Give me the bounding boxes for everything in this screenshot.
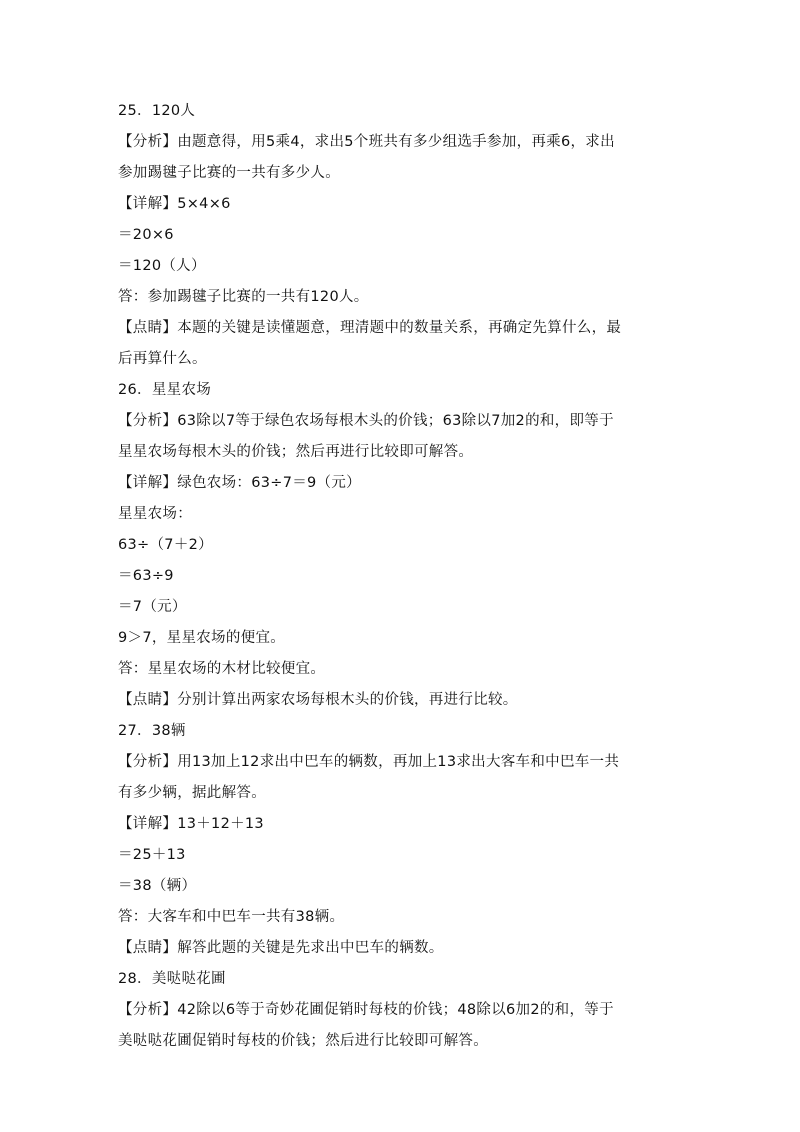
detail-25-line-3: ＝120（人） <box>118 258 206 274</box>
detail-26-line-5: ＝7（元） <box>118 599 187 615</box>
detail-26-line-4: ＝63÷9 <box>118 568 174 584</box>
comment-26-line: 【点睛】分别计算出两家农场每根木头的价钱，再进行比较。 <box>118 692 518 708</box>
detail-26-line-3: 63÷（7＋2） <box>118 537 213 553</box>
analysis-28-line-1: 【分析】42除以6等于奇妙花圃促销时每枝的价钱；48除以6加2的和，等于 <box>118 1002 614 1018</box>
analysis-27-line-1: 【分析】用13加上12求出中巴车的辆数，再加上13求出大客车和中巴车一共 <box>118 754 620 770</box>
analysis-28-line-2: 美哒哒花圃促销时每枝的价钱；然后进行比较即可解答。 <box>118 1033 488 1049</box>
analysis-25-line-1: 【分析】由题意得，用5乘4，求出5个班共有多少组选手参加，再乘6，求出 <box>118 134 615 150</box>
comment-27-line: 【点睛】解答此题的关键是先求出中巴车的辆数。 <box>118 940 444 956</box>
detail-27-line-2: ＝25＋13 <box>118 847 186 863</box>
detail-25-line-1: 【详解】5×4×6 <box>118 196 231 212</box>
detail-26-line-1: 【详解】绿色农场：63÷7＝9（元） <box>118 475 361 491</box>
comment-25-line-1: 【点睛】本题的关键是读懂题意，理清题中的数量关系，再确定先算什么，最 <box>118 320 622 336</box>
detail-26-line-2: 星星农场： <box>118 506 192 522</box>
answer-26-title: 26．星星农场 <box>118 382 212 398</box>
analysis-26-line-1: 【分析】63除以7等于绿色农场每根木头的价钱；63除以7加2的和，即等于 <box>118 413 614 429</box>
comment-25-line-2: 后再算什么。 <box>118 351 207 367</box>
answer-27-title: 27．38辆 <box>118 723 186 739</box>
answer-28-title: 28．美哒哒花圃 <box>118 971 226 987</box>
document-body <box>118 96 684 1057</box>
detail-27-line-1: 【详解】13＋12＋13 <box>118 816 264 832</box>
answer-25-title: 25．120人 <box>118 103 196 119</box>
analysis-26-line-2: 星星农场每根木头的价钱；然后再进行比较即可解答。 <box>118 444 474 460</box>
analysis-25-line-2: 参加踢毽子比赛的一共有多少人。 <box>118 165 340 181</box>
detail-27-line-3: ＝38（辆） <box>118 878 197 894</box>
detail-26-line-6: 9＞7，星星农场的便宜。 <box>118 630 286 646</box>
answer-25-line: 答：参加踢毽子比赛的一共有120人。 <box>118 289 369 305</box>
answer-27-line: 答：大客车和中巴车一共有38辆。 <box>118 909 345 925</box>
answer-26-line: 答：星星农场的木材比较便宜。 <box>118 661 326 677</box>
detail-25-line-2: ＝20×6 <box>118 227 174 243</box>
analysis-27-line-2: 有多少辆，据此解答。 <box>118 785 266 801</box>
